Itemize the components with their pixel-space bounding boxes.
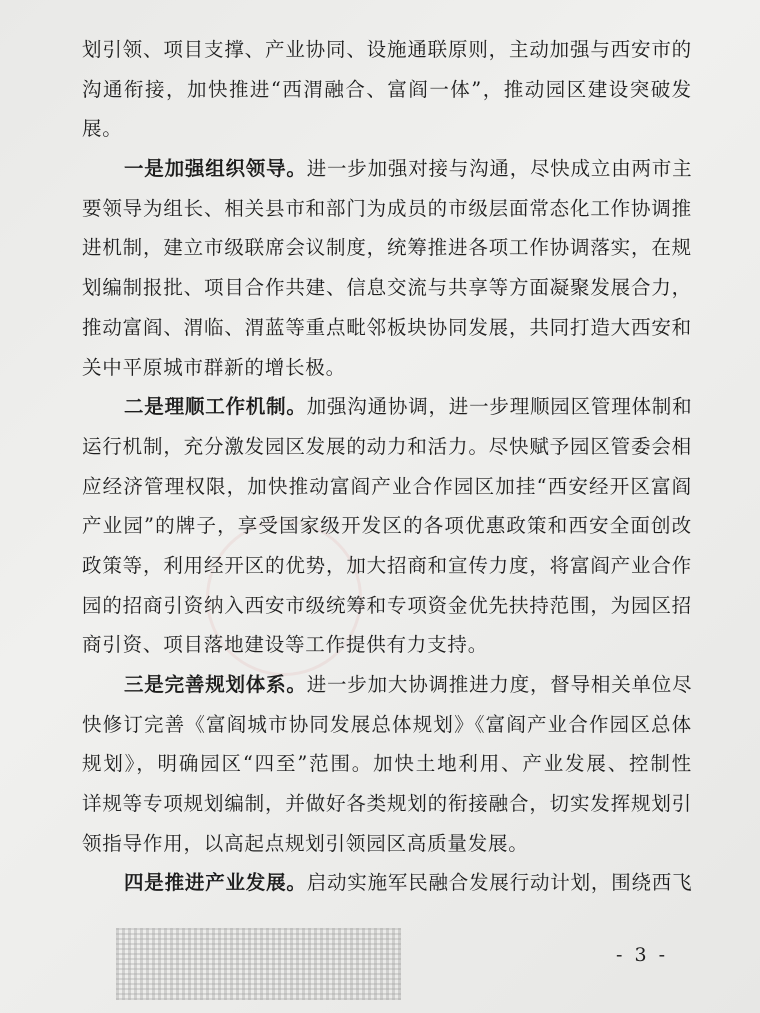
text-line: 进机制，建立市级联席会议制度，统筹推进各项工作协调落实，在规 — [82, 236, 692, 260]
line-text: 进一步加强对接与沟通，尽快成立由两市主 — [306, 157, 693, 181]
text-line: 划引领、项目支撑、产业协同、设施通联原则，主动加强与西安市的 — [82, 38, 692, 61]
text-line: 产业园”的牌子，享受国家级开发区的各项优惠政策和西安全面创改 — [82, 514, 692, 538]
text-line: 划编制报批、项目合作共建、信息交流与共享等方面凝聚发展合力， — [82, 276, 692, 300]
section-heading: 一是加强组织领导。 — [124, 157, 307, 181]
text-line: 政策等，利用经开区的优势，加大招商和宣传力度，将富阎产业合作 — [82, 553, 692, 577]
text-line: 规划》，明确园区“四至”范围。加快土地利用、产业发展、控制性 — [82, 752, 692, 776]
text-line — [82, 863, 692, 903]
text-line: 展。 — [82, 117, 123, 141]
line-text: 进一步加大协调推进力度，督导相关单位尽 — [306, 673, 693, 696]
text-line — [82, 665, 692, 705]
text-line: 园的招商引资纳入西安市级统筹和专项资金优先扶持范围，为园区招 — [82, 593, 692, 617]
section-heading: 三是完善规划体系。 — [124, 673, 307, 696]
text-line: 关中平原城市群新的增长极。 — [82, 355, 346, 379]
body-text — [82, 30, 692, 903]
text-line: 运行机制，充分激发园区发展的动力和活力。尽快赋予园区管委会相 — [82, 434, 692, 458]
section-heading: 二是理顺工作机制。 — [124, 395, 307, 419]
text-line: 商引资、项目落地建设等工作提供有力支持。 — [82, 633, 489, 657]
text-line: 推动富阎、渭临、渭蓝等重点毗邻板块协同发展，共同打造大西安和 — [82, 315, 692, 339]
text-line: 要领导为组长、相关县市和部门为成员的市级层面常态化工作协调推 — [82, 196, 692, 220]
line-text: 启动实施军民融合发展行动计划，围绕西飞 — [306, 871, 693, 895]
line-text: 加强沟通协调，进一步理顺园区管理体制和 — [306, 395, 693, 419]
barcode-watermark — [116, 928, 401, 1000]
text-line — [82, 387, 692, 427]
section-heading: 四是推进产业发展。 — [124, 871, 307, 895]
text-line: 沟通衔接，加快推进“西渭融合、富阎一体”，推动园区建设突破发 — [82, 77, 692, 101]
text-line: 应经济管理权限，加快推动富阎产业合作园区加挂“西安经开区富阎 — [82, 474, 692, 498]
text-line: 领指导作用，以高起点规划引领园区高质量发展。 — [82, 831, 529, 855]
text-line — [82, 149, 692, 189]
text-line: 快修订完善《富阎城市协同发展总体规划》《富阎产业合作园区总体 — [82, 712, 692, 736]
text-line: 详规等专项规划编制，并做好各类规划的衔接融合，切实发挥规划引 — [82, 792, 692, 816]
page-number: - 3 - — [615, 944, 668, 966]
